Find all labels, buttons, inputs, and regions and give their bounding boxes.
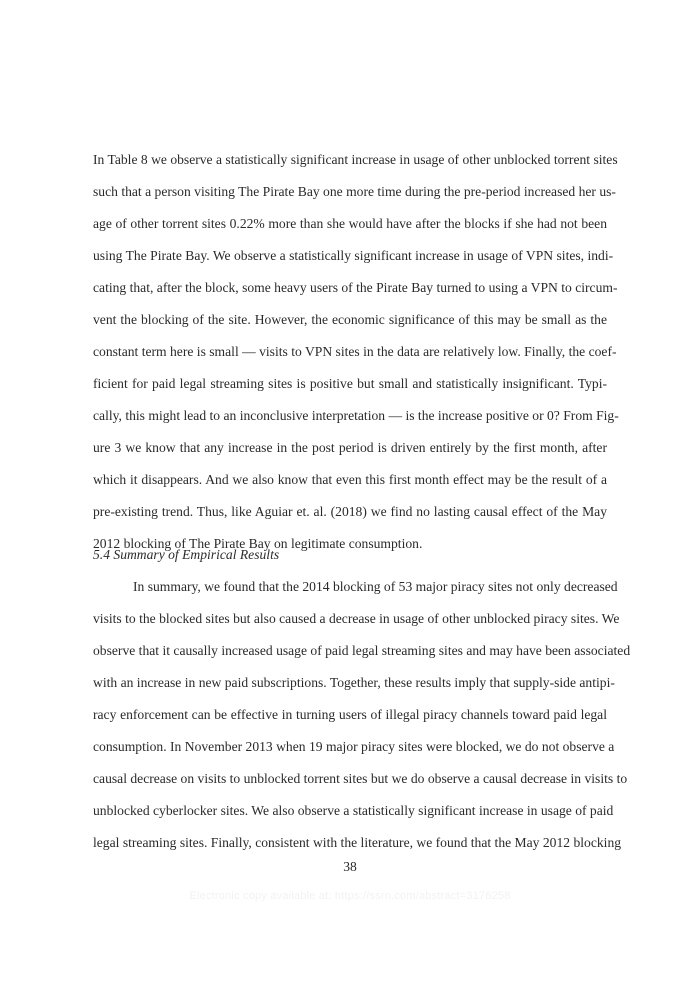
text-line: consumption. In November 2013 when 19 major piracy sites were blocked, we do not observe a [93,739,615,754]
section-heading: 5.4 Summary of Empirical Results [93,547,280,562]
text-line: vent the blocking of the site. However, the economic significance of this may be small as the [93,312,607,327]
text-line: age of other torrent sites 0.22% more than she would have after the blocks if she had not been [93,216,607,231]
text-line: legal streaming sites. Finally, consistent with the literature, we found that the May 2012 blocking [93,835,622,850]
text-line: 2012 blocking of The Pirate Bay on legitimate consumption. [93,536,423,551]
text-line: In Table 8 we observe a statistically significant increase in usage of other unblocked torrent sites [93,152,618,167]
text-line: with an increase in new paid subscriptions. Together, these results imply that supply-side antipi- [93,675,615,690]
text-line: ure 3 we know that any increase in the post period is driven entirely by the first month, after [93,440,607,455]
text-line: cally, this might lead to an inconclusive interpretation — is the increase positive or 0? From Fig- [93,408,619,423]
text-line: ficient for paid legal streaming sites is positive but small and statistically insignificant. Typi- [93,376,607,391]
text-line: such that a person visiting The Pirate Bay one more time during the pre-period increased her us- [93,184,616,199]
text-line: visits to the blocked sites but also caused a decrease in usage of other unblocked piracy sites. We [93,611,620,626]
page-number: 38 [343,859,357,874]
text-line: causal decrease on visits to unblocked torrent sites but we do observe a causal decrease in visits to [93,771,628,786]
text-line: using The Pirate Bay. We observe a statistically significant increase in usage of VPN sites, indi- [93,248,614,263]
text-line: In summary, we found that the 2014 blocking of 53 major piracy sites not only decreased [133,579,618,594]
text-line: constant term here is small — visits to VPN sites in the data are relatively low. Finally, the coef- [93,344,617,359]
footer-ssrn-note: Electronic copy available at: https://ssrn.com/abstract=3176258 [189,890,511,902]
text-line: which it disappears. And we also know that even this first month effect may be the result of a [93,472,607,487]
text-line: pre-existing trend. Thus, like Aguiar et. al. (2018) we find no lasting causal effect of the May [93,504,607,519]
text-line: observe that it causally increased usage of paid legal streaming sites and may have been associated [93,643,631,658]
text-line: unblocked cyberlocker sites. We also observe a statistically significant increase in usage of paid [93,803,614,818]
text-line: racy enforcement can be effective in turning users of illegal piracy channels toward paid legal [93,707,607,722]
text-line: cating that, after the block, some heavy users of the Pirate Bay turned to using a VPN to circum- [93,280,618,295]
